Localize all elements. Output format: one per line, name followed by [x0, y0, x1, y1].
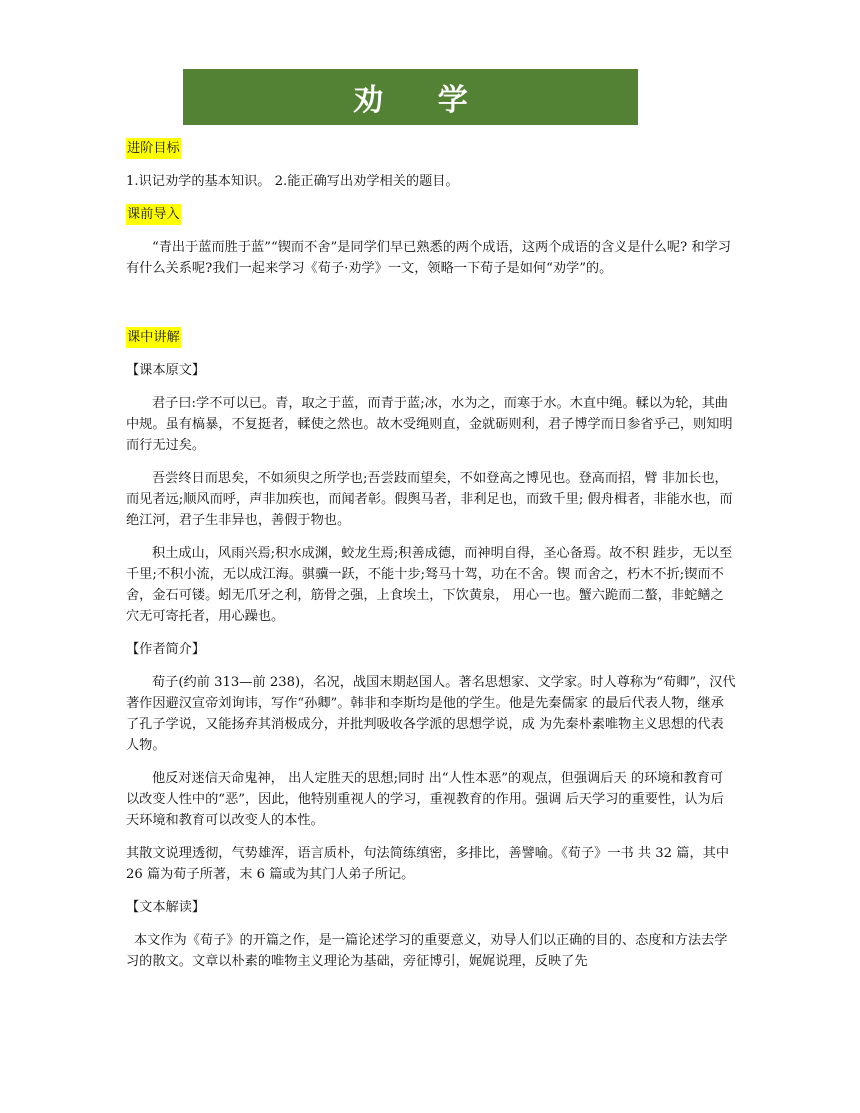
intro-heading: 课前导入	[126, 204, 181, 225]
lecture-heading: 课中讲解	[126, 327, 181, 348]
author-paragraph: 他反对迷信天命鬼神， 出人定胜天的思想;同时 出“人性本恶”的观点，但强调后天 的环境和教育可以改变人性中的“恶”，因此，他特别重视人的学习，重视教育的作用。强调 后天学习的重要性，认为后天环境和教育可以改变人的本性。	[126, 771, 724, 828]
document-body	[126, 138, 736, 984]
original-paragraph: 积土成山，风雨兴焉;积水成渊，蛟龙生焉;积善成德，而神明自得，圣心备焉。故不积 跬步，无以至千里;不积小流，无以成江海。骐骥一跃，不能十步;驽马十驾，功在不舍。锲 而舍之，朽木不折;锲而不舍，金石可镂。蚓无爪牙之利，筋骨之强，上食埃土，下饮黄泉， 用心一也。蟹六跪而二螯，非蛇鳝之穴无可寄托者，用心躁也。	[126, 546, 733, 624]
original-paragraph: 君子曰:学不可以已。青，取之于蓝，而青于蓝;冰，水为之，而寒于水。木直中绳。輮以为轮，其曲中规。虽有槁暴，不复挺者，輮使之然也。故木受绳则直，金就砺则利，君子博学而日参省乎己，则知明而行无过矣。	[126, 396, 733, 453]
author-paragraph: 荀子(约前 313—前 238)，名况，战国末期赵国人。著名思想家、文学家。时人尊称为“荀卿”，汉代著作因避汉宣帝刘询讳，写作“孙卿”。韩非和李斯均是他的学生。他是先秦儒家 的最后代表人物，继承了孔子学说，又能扬弃其消极成分，并批判吸收各学派的思想学说，成 为先秦朴素唯物主义思想的代表人物。	[126, 675, 736, 753]
intro-text: “青出于蓝而胜于蓝”“锲而不舍”是同学们早已熟悉的两个成语，这两个成语的含义是什么呢? 和学习有什么关系呢?我们一起来学习《荀子·劝学》一文，领略一下荀子是如何“劝学”的。	[126, 240, 731, 276]
reading-text: 本文作为《荀子》的开篇之作，是一篇论述学习的重要意义，劝导人们以正确的目的、态度和方法去学习的散文。文章以朴素的唯物主义理论为基础，旁征博引，娓娓说理，反映了先	[126, 933, 728, 969]
original-paragraph: 吾尝终日而思矣，不如须臾之所学也;吾尝跂而望矣，不如登高之博见也。登高而招，臂 非加长也，而见者远;顺风而呼，声非加疾也，而闻者彰。假舆马者，非利足也，而致千里; 假舟楫者，非能水也，而绝江河，君子生非异也，善假于物也。	[126, 471, 733, 528]
goals-heading: 进阶目标	[126, 138, 181, 159]
goals-text: 1.识记劝学的基本知识。 2.能正确写出劝学相关的题目。	[126, 174, 459, 189]
author-note: 其散文说理透彻，气势雄浑，语言质朴，句法简练缜密，多排比，善譬喻。《荀子》一书 共 32 篇，其中 26 篇为荀子所著，末 6 篇或为其门人弟子所记。	[126, 846, 730, 882]
reading-heading: 【文本解读】	[126, 900, 206, 915]
original-heading: 【课本原文】	[126, 363, 206, 378]
spacer	[126, 291, 736, 327]
title-banner	[183, 69, 638, 125]
author-heading: 【作者简介】	[126, 642, 206, 657]
page-title: 劝 学	[353, 83, 490, 118]
